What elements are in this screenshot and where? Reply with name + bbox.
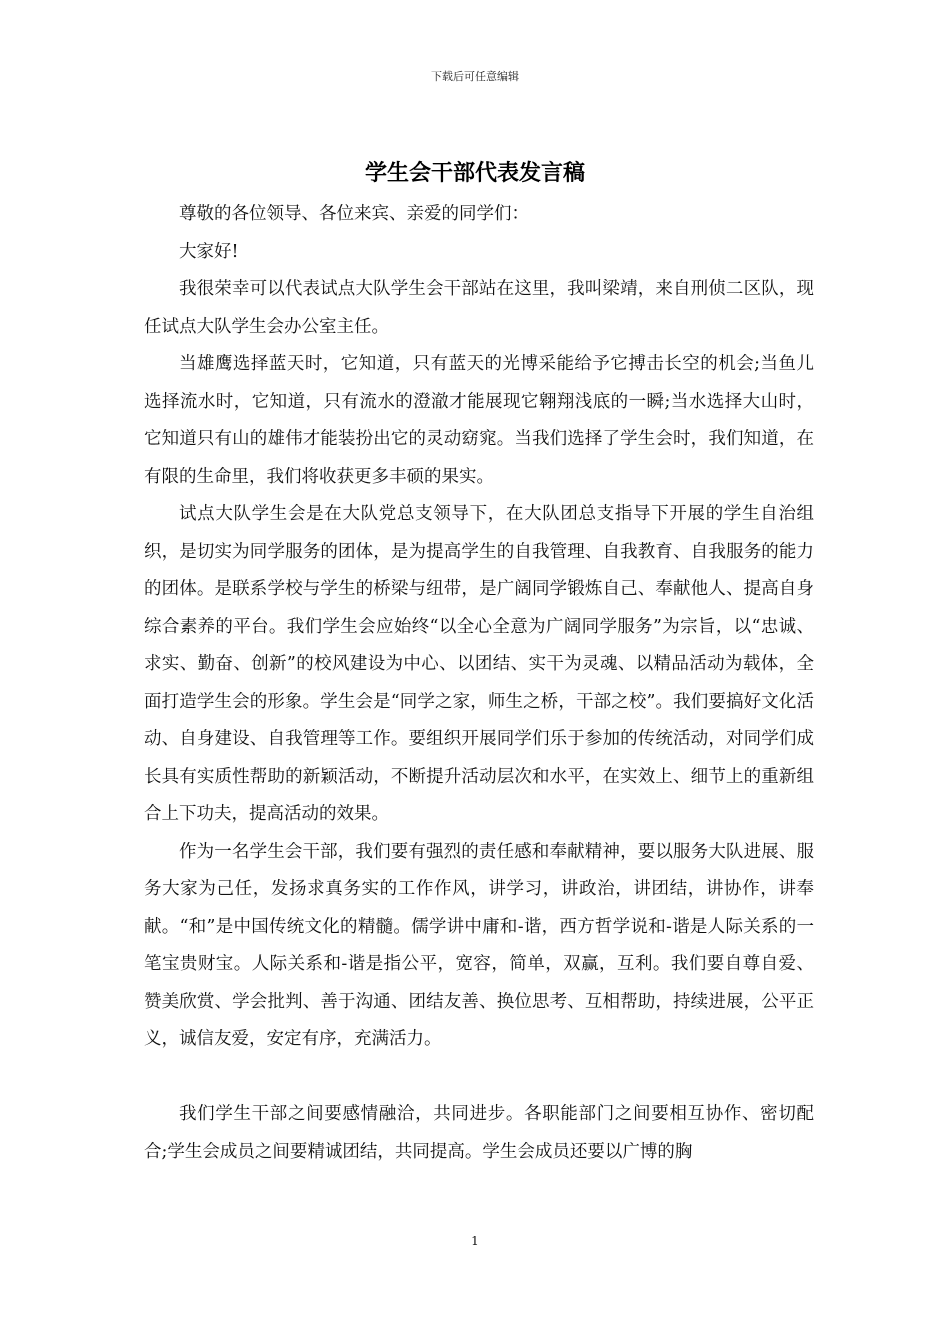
document-title: 学生会干部代表发言稿 <box>364 161 585 186</box>
paragraph-salutation: 尊敬的各位领导、各位来宾、亲爱的同学们： <box>179 204 529 224</box>
paragraph-cooperation: 我们学生干部之间要感情融洽，共同进步。各职能部门之间要相互协作、密切配合;学生会成员之间要精诚团结，共同提高。学生会成员还要以广博的胸 <box>144 1104 814 1162</box>
document-body <box>144 196 814 1171</box>
paragraph-metaphor: 当雄鹰选择蓝天时，它知道，只有蓝天的光博采能给予它搏击长空的机会;当鱼儿选择流水时，它知道，只有流水的澄澈才能展现它翱翔浅底的一瞬;当水选择大山时，它知道只有山的雄伟才能装扮出它的灵动窈窕。当我们选择了学生会时，我们知道，在有限的生命里，我们将收获更多丰硕的果实。 <box>144 354 814 487</box>
paragraph-greeting: 大家好! <box>179 241 239 262</box>
header-note: 下载后可任意编辑 <box>431 70 519 83</box>
paragraph-student-union: 试点大队学生会是在大队党总支领导下，在大队团总支指导下开展的学生自治组织，是切实为同学服务的团体，是为提高学生的自我管理、自我教育、自我服务的能力的团体。是联系学校与学生的桥梁与纽带，是广阔同学锻炼自己、奉献他人、提高自身综合素养的平台。我们学生会应始终“以全心全意为广阔同学服务”为宗旨，以“忠诚、求实、勤奋、创新”的校风建设为中心、以团结、实干为灵魂、以精品活动为载体，全面打造学生会的形象。学生会是“同学之家，师生之桥，干部之校”。我们要搞好文化活动、自身建设、自我管理等工作。要组织开展同学们乐于参加的传统活动，对同学们成长具有实质性帮助的新颖活动，不断提升活动层次和水平，在实效上、细节上的重新组合上下功夫，提高活动的效果。 <box>144 504 814 824</box>
paragraph-introduction: 我很荣幸可以代表试点大队学生会干部站在这里，我叫梁靖，来自刑侦二区队，现任试点大队学生会办公室主任。 <box>144 279 814 337</box>
paragraph-responsibility: 作为一名学生会干部，我们要有强烈的责任感和奉献精神，要以服务大队进展、服务大家为己任，发扬求真务实的工作作风，讲学习，讲政治，讲团结，讲协作，讲奉献。“和”是中国传统文化的精髓。儒学讲中庸和-谐，西方哲学说和-谐是人际关系的一笔宝贵财宝。人际关系和-谐是指公平，宽容，简单，双赢，互利。我们要自尊自爱、赞美欣赏、学会批判、善于沟通、团结友善、换位思考、互相帮助，持续进展，公平正义，诚信友爱，安定有序，充满活力。 <box>144 841 814 1049</box>
page-number: 1 <box>471 1234 479 1248</box>
